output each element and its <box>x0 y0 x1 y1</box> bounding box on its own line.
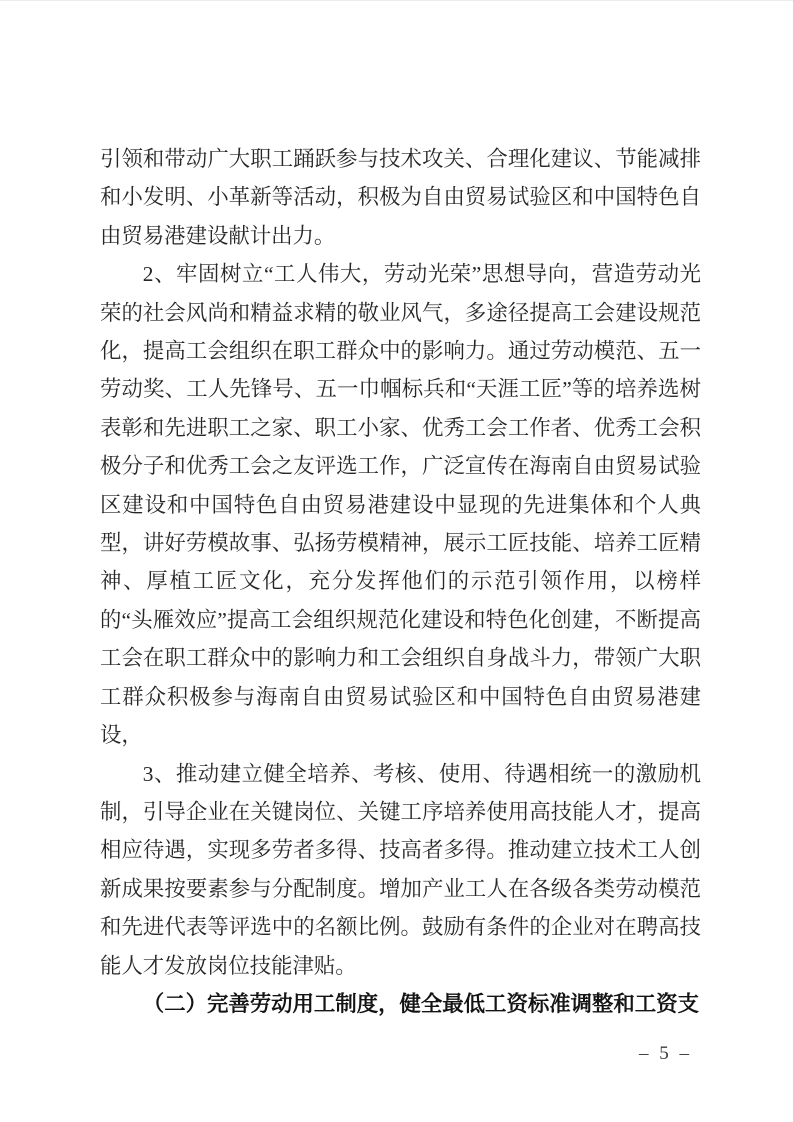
paragraph-continuation: 引领和带动广大职工踊跃参与技术攻关、合理化建议、节能减排和小发明、小革新等活动，积极为自由贸易试验区和中国特色自由贸易港建设献计出力。 <box>100 147 701 248</box>
document-body <box>100 140 701 1023</box>
paragraph-item-2: 2、牢固树立“工人伟大，劳动光荣”思想导向，营造劳动光荣的社会风尚和精益求精的敬业风气，多途径提高工会建设规范化，提高工会组织在职工群众中的影响力。通过劳动模范、五一劳动奖、工人先锋号、五一巾帼标兵和“天涯工匠”等的培养选树表彰和先进职工之家、职工小家、优秀工会工作者、优秀工会积极分子和优秀工会之友评选工作，广泛宣传在海南自由贸易试验区建设和中国特色自由贸易港建设中显现的先进集体和个人典型，讲好劳模故事、弘扬劳模精神，展示工匠技能、培养工匠精神、厚植工匠文化，充分发挥他们的示范引领作用，以榜样的“头雁效应”提高工会组织规范化建设和特色化创建，不断提高工会在职工群众中的影响力和工会组织自身战斗力，带领广大职工群众积极参与海南自由贸易试验区和中国特色自由贸易港建设， <box>100 262 701 748</box>
page-number: – 5 – <box>639 1043 692 1064</box>
section-heading: （二）完善劳动用工制度，健全最低工资标准调整和工资支 <box>142 991 699 1016</box>
paragraph-item-3: 3、推动建立健全培养、考核、使用、待遇相统一的激励机制，引导企业在关键岗位、关键工序培养使用高技能人才，提高相应待遇，实现多劳者多得、技高者多得。推动建立技术工人创新成果按要素参与分配制度。增加产业工人在各级各类劳动模范和先进代表等评选中的名额比例。鼓励有条件的企业对在聘高技能人才发放岗位技能津贴。 <box>100 761 701 978</box>
